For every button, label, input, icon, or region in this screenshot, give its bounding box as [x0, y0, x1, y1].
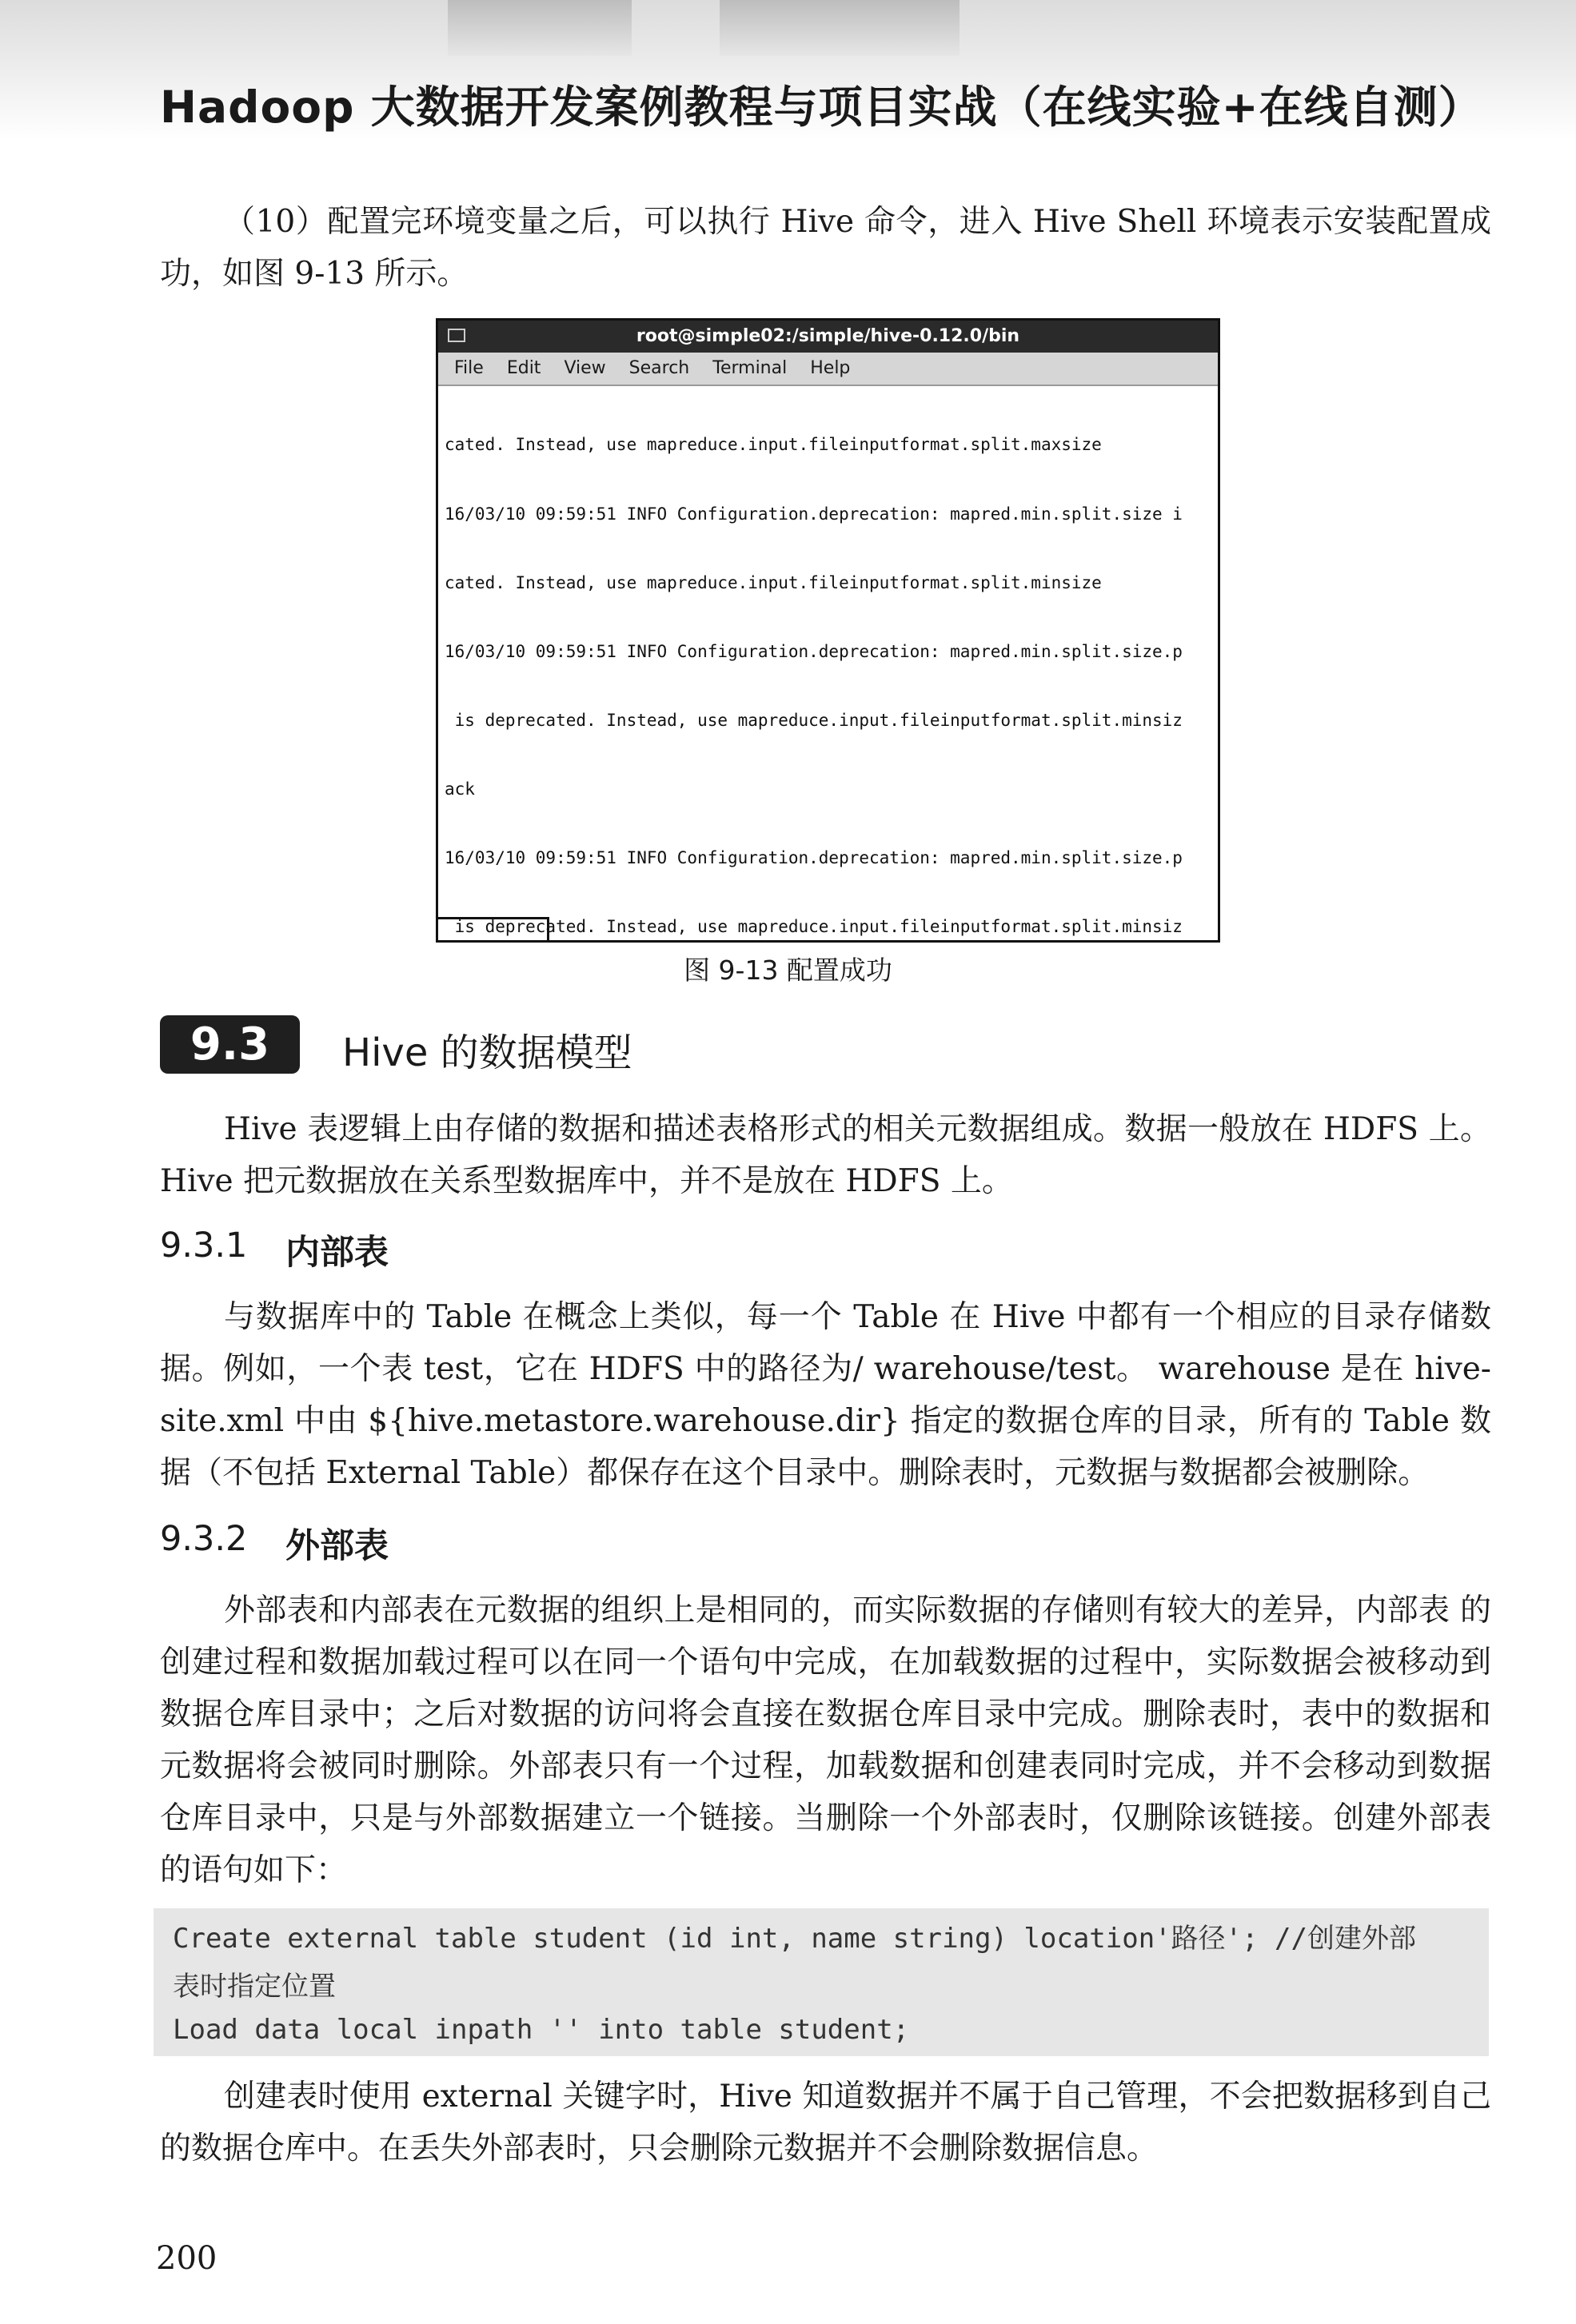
- subsection-number: 9.3.1: [160, 1226, 248, 1266]
- section-title: Hive 的数据模型: [342, 1030, 632, 1075]
- menu-file[interactable]: File: [454, 358, 484, 378]
- terminal-menubar: [438, 353, 1218, 386]
- intro-paragraph: （10）配置完环境变量之后，可以执行 Hive 命令，进入 Hive Shell 环境表示安装配置成功，如图 9-13 所示。: [160, 204, 1491, 292]
- figure-caption: 图 9-13 配置成功: [684, 955, 892, 986]
- menu-view[interactable]: View: [564, 358, 606, 378]
- page-number: 200: [156, 2240, 217, 2277]
- closing-paragraph: 创建表时使用 external 关键字时，Hive 知道数据并不属于自己管理，不会把数据移到自己的数据仓库中。在丢失外部表时，只会删除元数据并不会删除数据信息。: [160, 2079, 1491, 2167]
- section-number-badge: 9.3: [160, 1015, 300, 1074]
- code-line: 表时指定位置: [173, 1971, 336, 2003]
- section-paragraph: Hive 表逻辑上由存储的数据和描述表格形式的相关元数据组成。数据一般放在 HDFS 上。Hive 把元数据放在关系型数据库中，并不是放在 HDFS 上。: [160, 1111, 1491, 1199]
- terminal-output: [438, 386, 1218, 943]
- terminal-line: cated. Instead, use mapreduce.input.fileinputformat.split.minsize: [445, 572, 1102, 592]
- book-title: Hadoop 大数据开发案例教程与项目实战（在线实验+在线自测）: [160, 82, 1483, 133]
- subsection-title: 内部表: [285, 1233, 389, 1273]
- terminal-screenshot: [436, 318, 1220, 943]
- terminal-line: ack: [445, 779, 475, 799]
- terminal-line: is deprecated. Instead, use mapreduce.input.fileinputformat.split.minsiz: [445, 710, 1183, 730]
- terminal-line: 16/03/10 09:59:51 INFO Configuration.deprecation: mapred.min.split.size i: [445, 504, 1183, 524]
- code-line: Create external table student (id int, name string) location'路径'; //创建外部: [173, 1923, 1417, 1955]
- terminal-line: is deprecated. Instead, use mapreduce.input.fileinputformat.split.minsiz: [445, 917, 1183, 937]
- header-decoration: [448, 0, 632, 56]
- menu-help[interactable]: Help: [810, 358, 851, 378]
- subsection-number: 9.3.2: [160, 1519, 248, 1559]
- subsection-paragraph: 外部表和内部表在元数据的组织上是相同的，而实际数据的存储则有较大的差异，内部表 的创建过程和数据加载过程可以在同一个语句中完成，在加载数据的过程中，实际数据会被移动到数据仓库目录中；之后对数据的访问将会直接在数据仓库目录中完成。删除表时，表中的数据和元数据将会被同时删除。外部表只有一个过程，加载数据和创建表同时完成，并不会移动到数据仓库目录中，只是与外部数据建立一个链接。当删除一个外部表时，仅删除该链接。创建外部表的语句如下：: [160, 1593, 1491, 1888]
- terminal-line: cated. Instead, use mapreduce.input.fileinputformat.split.maxsize: [445, 435, 1102, 455]
- prompt-highlight-box: [436, 917, 549, 943]
- subsection-title: 外部表: [285, 1526, 389, 1566]
- terminal-title: root@simple02:/simple/hive-0.12.0/bin: [636, 326, 1020, 346]
- menu-terminal[interactable]: Terminal: [712, 358, 788, 378]
- subsection-paragraph: 与数据库中的 Table 在概念上类似，每一个 Table 在 Hive 中都有一个相应的目录存储数据。例如，一个表 test，它在 HDFS 中的路径为/ warehouse/test。 warehouse 是在 hive-site.xml 中由 ${hive.metastore.warehouse.dir} 指定的数据仓库的目录，所有的 Table 数据（不包括 External Table）都保存在这个目录中。删除表时，元数据与数据都会被删除。: [160, 1299, 1491, 1491]
- code-block: [154, 1908, 1489, 2056]
- terminal-line: 16/03/10 09:59:51 INFO Configuration.deprecation: mapred.min.split.size.p: [445, 641, 1183, 661]
- code-line: Load data local inpath '' into table student;: [173, 2014, 910, 2046]
- header-decoration: [720, 0, 960, 56]
- terminal-icon: [448, 329, 465, 342]
- terminal-titlebar: [438, 321, 1218, 353]
- menu-edit[interactable]: Edit: [506, 358, 541, 378]
- menu-search[interactable]: Search: [628, 358, 690, 378]
- terminal-line: 16/03/10 09:59:51 INFO Configuration.deprecation: mapred.min.split.size.p: [445, 847, 1183, 867]
